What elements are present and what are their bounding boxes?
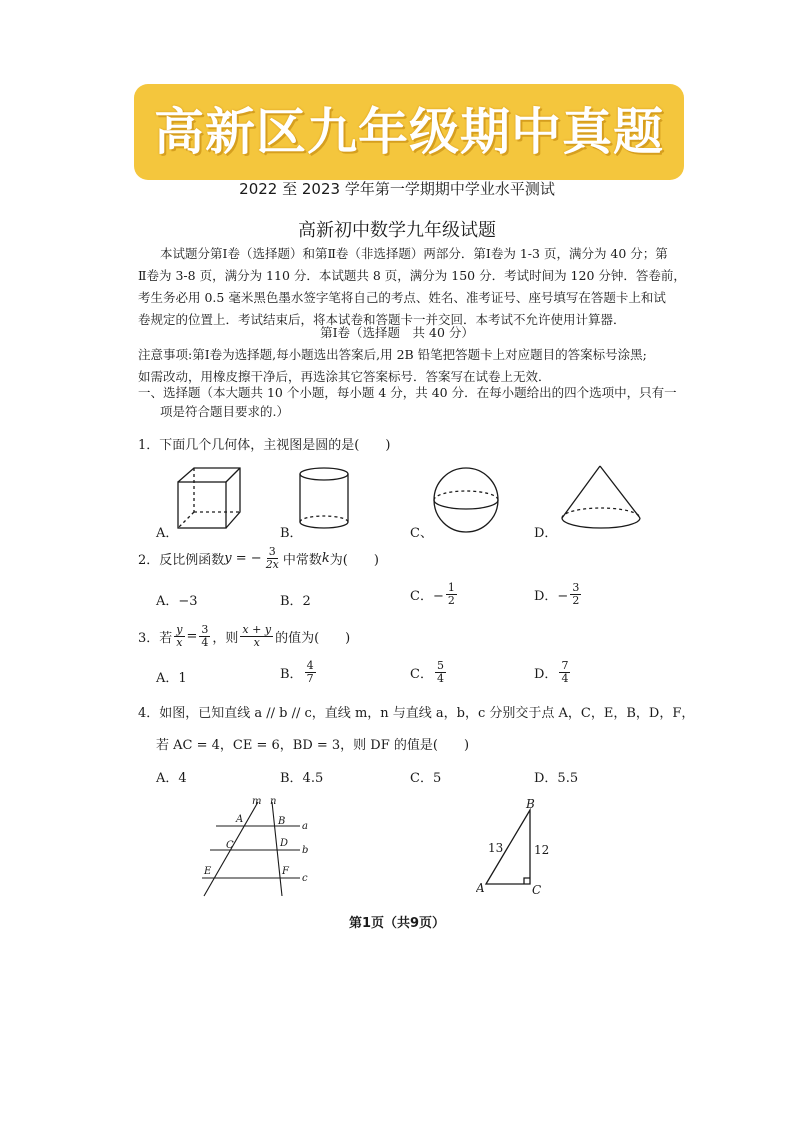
q3-option-d-label: D． xyxy=(534,667,558,682)
cone-figure xyxy=(556,462,646,534)
q3-f3-den: x xyxy=(253,636,260,649)
parallel-lines-figure xyxy=(196,796,316,900)
banner-title: 高新区九年级期中真题 xyxy=(154,103,664,161)
q3-option-d-num: 7 xyxy=(561,659,569,672)
label-D: D xyxy=(280,838,289,849)
tri-hyp-length: 13 xyxy=(488,841,504,855)
notice-line-1: 注意事项:第Ⅰ卷为选择题,每小题选出答案后,用 2B 铅笔把答题卡上对应题目的答案标号涂黑; xyxy=(138,347,647,362)
q2-func-lhs: y = − xyxy=(224,551,262,566)
sphere-figure xyxy=(428,464,504,534)
q3-option-d[interactable] xyxy=(534,660,572,685)
q3-f1-num: y xyxy=(176,623,183,636)
label-E: E xyxy=(204,866,212,877)
q2-fraction xyxy=(264,546,281,571)
label-m: m xyxy=(252,796,262,807)
label-b: b xyxy=(302,845,309,856)
q3-option-d-den: 4 xyxy=(561,672,569,685)
part-one-line-1: 一、选择题（本大题共 10 个小题，每小题 4 分，共 40 分．在每小题给出的四个选项中，只有一 xyxy=(138,385,677,400)
q1-option-a[interactable]: A． xyxy=(156,526,179,541)
q4-option-a[interactable]: A．4 xyxy=(156,771,187,786)
right-triangle-figure xyxy=(476,796,556,900)
q4-line-1: 4．如图，已知直线 a // b // c，直线 m，n 与直线 a，b，c 分别交于点 A，C，E，B，D，F， xyxy=(138,706,695,721)
tri-label-B: B xyxy=(526,797,535,811)
label-a: a xyxy=(302,821,308,832)
intro-line-3: 考生务必用 0.5 毫米黑色墨水签字笔将自己的考点、姓名、准考证号、座号填写在答题卡上和试 xyxy=(138,290,666,305)
q2-option-c-label: C．− xyxy=(410,589,444,604)
q3-option-a[interactable]: A．1 xyxy=(156,671,187,686)
q3-frac-3 xyxy=(240,624,273,649)
page-footer: 第1页（共9页） xyxy=(348,916,446,931)
tri-label-A: A xyxy=(476,881,485,895)
q3-stem-end: 的值为( ) xyxy=(275,631,351,646)
q3-option-b-den: 7 xyxy=(306,672,314,685)
q4-option-d[interactable]: D．5.5 xyxy=(534,771,579,786)
intro-line-4: 卷规定的位置上．考试结束后，将本试卷和答题卡一并交回．本考试不允许使用计算器． xyxy=(138,312,626,327)
q2-frac-num: 3 xyxy=(268,545,276,558)
q3-option-b[interactable] xyxy=(280,660,318,685)
q4-line-2: 若 AC = 4，CE = 6，BD = 3，则 DF 的值是( ) xyxy=(156,738,470,753)
q3-f2-den: 4 xyxy=(201,636,209,649)
q1-option-d[interactable]: D． xyxy=(534,526,558,541)
q3-option-c-frac xyxy=(435,660,446,685)
q2-option-a[interactable]: A．−3 xyxy=(156,594,198,609)
q3-f1-den: x xyxy=(176,636,183,649)
q1-option-b[interactable]: B． xyxy=(280,526,303,541)
label-n: n xyxy=(270,796,277,807)
title-banner xyxy=(134,84,684,180)
q3-mid: ，则 xyxy=(212,631,239,646)
q2-option-c[interactable] xyxy=(410,582,459,607)
label-A: A xyxy=(236,814,244,825)
part-one-line-2: 项是符合题目要求的.） xyxy=(160,404,289,419)
q3-option-c[interactable] xyxy=(410,660,448,685)
q1-option-c[interactable]: C、 xyxy=(410,526,433,541)
q2-option-d[interactable] xyxy=(534,582,583,607)
intro-line-1: 本试题分第Ⅰ卷（选择题）和第Ⅱ卷（非选择题）两部分．第Ⅰ卷为 1-3 页，满分为 40 分；第 xyxy=(160,246,668,261)
q4-option-b[interactable]: B．4.5 xyxy=(280,771,324,786)
q2-option-c-frac xyxy=(446,582,457,607)
label-c: c xyxy=(302,873,308,884)
q3-option-c-num: 5 xyxy=(436,659,444,672)
tri-leg-length: 12 xyxy=(534,843,550,857)
q1-stem: 1．下面几个几何体，主视图是圆的是( ) xyxy=(138,438,391,453)
q3-option-b-frac xyxy=(305,660,316,685)
q4-option-c[interactable]: C．5 xyxy=(410,771,442,786)
q3-f3-num: x + y xyxy=(242,623,272,636)
q2-stem xyxy=(138,546,379,571)
q2-option-d-label: D．− xyxy=(534,589,569,604)
exam-subtitle: 2022 至 2023 学年第一学期期中学业水平测试 xyxy=(239,180,555,198)
q2-option-d-den: 2 xyxy=(572,594,580,607)
label-B: B xyxy=(278,816,286,827)
q3-option-d-frac xyxy=(559,660,570,685)
q3-option-b-label: B． xyxy=(280,667,303,682)
q2-frac-den: 2x xyxy=(265,558,279,571)
q3-frac-1 xyxy=(174,624,184,649)
q3-option-c-den: 4 xyxy=(436,672,444,685)
intro-line-2: Ⅱ卷为 3-8 页，满分为 110 分．本试题共 8 页，满分为 150 分．考试时间为 120 分钟．答卷前， xyxy=(138,268,686,283)
q3-option-c-label: C． xyxy=(410,667,433,682)
q2-option-b[interactable]: B．2 xyxy=(280,594,311,609)
label-C: C xyxy=(226,840,234,851)
cube-figure xyxy=(170,462,250,532)
q2-option-d-frac xyxy=(570,582,581,607)
cylinder-figure xyxy=(296,466,356,532)
q3-stem-prefix: 3．若 xyxy=(138,631,173,646)
q2-option-c-den: 2 xyxy=(447,594,455,607)
exam-title: 高新初中数学九年级试题 xyxy=(298,220,496,241)
notice-line-2: 如需改动，用橡皮擦干净后，再选涂其它答案标号．答案写在试卷上无效． xyxy=(138,369,551,384)
q2-option-c-num: 1 xyxy=(447,581,455,594)
q2-stem-prefix: 2．反比例函数 xyxy=(138,553,225,568)
q3-stem xyxy=(138,624,350,649)
section-heading: 第Ⅰ卷（选择题 共 40 分） xyxy=(320,325,474,340)
q3-eq: = xyxy=(186,629,198,644)
q3-frac-2 xyxy=(199,624,210,649)
tri-label-C: C xyxy=(532,883,542,897)
label-F: F xyxy=(282,866,289,877)
q2-option-d-num: 3 xyxy=(572,581,580,594)
q3-option-b-num: 4 xyxy=(306,659,314,672)
q2-k: k xyxy=(321,551,330,566)
q2-stem-suffix: 中常数 xyxy=(282,553,322,568)
q3-f2-num: 3 xyxy=(201,623,209,636)
q2-stem-end: 为( ) xyxy=(329,553,379,568)
